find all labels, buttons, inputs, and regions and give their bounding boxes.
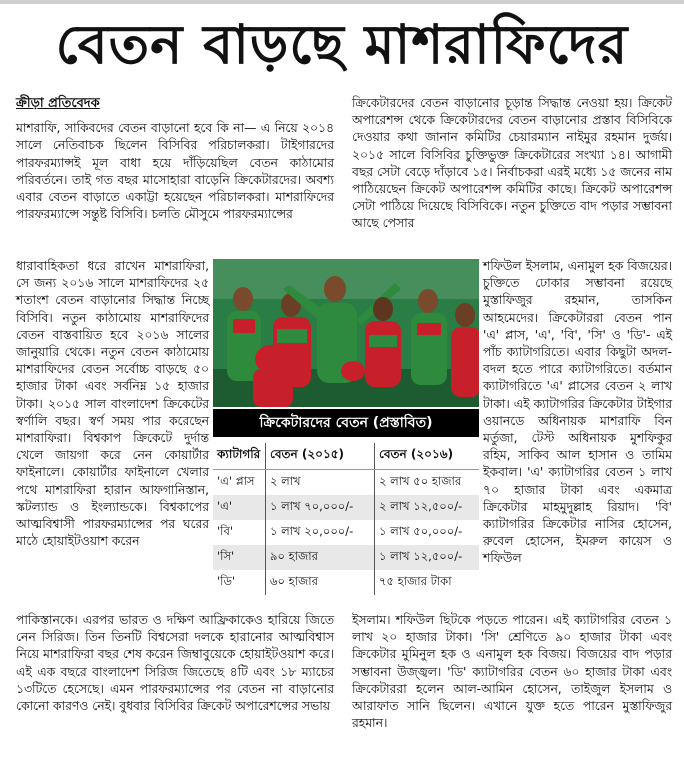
table-cell-salary-2015: ২ লাখ [266, 470, 375, 496]
table-header-salary-2015: বেতন (২০১৫) [266, 443, 375, 470]
table-cell-category: 'এ' [213, 495, 266, 520]
table-cell-salary-2015: ৯০ হাজার [266, 545, 375, 570]
article-paragraph-right-top: ক্রিকেটারদের বেতন বাড়ানোর চূড়ান্ত সিদ্ধান্ত নেওয়া হয়। ক্রিকেট অপারেশন্স থেকে ক্রিকেটারদের বেতন বাড়ানোর প্রস্তাব বিসিবিকে দেওয়ার কথা জানান কমিটির চেয়ারম্যান নাইমুর রহমান দুর্জয়। ২০১৫ সালে বিসিবির চুক্তিভুক্ত ক্রিকেটারের সংখ্যা ১৪। আগামী বছর সেটা বেড়ে দাঁড়াবে ১৫। নির্বাচকরা এরই মধ্যে ১৫ জনের নাম পাঠিয়েছেন ক্রিকেট অপারেশন্স কমিটির কাছে। ক্রিকেট অপারেশন্স সেটা পাঠিয়ে দিয়েছে বিসিবিকে। নতুন চুক্তিতে বাদ পড়ার সম্ভাবনা আছে পেসার [352, 96, 672, 231]
table-row [213, 520, 479, 545]
article-column-left [16, 95, 334, 223]
table-cell-salary-2016: ১ লাখ ৫০,০০০/- [379, 524, 463, 538]
table-cell-salary-2016: ২ লাখ ৫০ হাজার [379, 474, 462, 488]
table-row [213, 545, 479, 570]
article-paragraph-left-wrap: ধারাবাহিকতা ধরে রাখেন মাশরাফিরা, সে জন্য ২০১৬ সালে মাশরাফিদের ২৫ শতাংশ বেতন বাড়ানোর সিদ্ধান্ত নিচ্ছে বিসিবি। নতুন কাঠামোয় মাশরাফিদের বেতন বাস্তবায়িত হবে ২০১৬ সালের জানুয়ারি থেকে। নতুন বেতন কাঠামোয় মাশরাফিদের বেতন সর্বোচ্চ বাড়ছে ৫০ হাজার টাকা এবং সর্বনিম্ন ১৫ হাজার টাকা। ২০১৫ সাল বাংলাদেশ ক্রিকেটের স্বর্ণালি বছর। স্বর্ণ সময় পার করেছেন মাশরাফিরা। বিশ্বকাপ ক্রিকেটে দুর্দান্ত খেলে জায়গা করে নেন কোয়ার্টার ফাইনালে। কোয়ার্টার ফাইনালে খেলার পথে মাশরাফিরা হারান আফগানিস্তান, স্কটল্যান্ড ও ইংল্যান্ডকে। বিশ্বকাপের আত্মবিশ্বাসী পারফরম্যান্সের পর ঘরের মাঠে হোয়াইটওয়াশ করেন [16, 259, 209, 549]
salary-table-box [213, 407, 479, 602]
page-top-rule [0, 0, 684, 4]
table-cell-salary-2015: ১ লাখ ২০,০০০/- [266, 520, 375, 545]
table-row [213, 570, 479, 595]
article-column-right [352, 95, 672, 233]
table-header-salary-2016: বেতন (২০১৬) [375, 443, 480, 470]
headline: বেতন বাড়ছে মাশরাফিদের [55, 13, 629, 76]
cricket-team-celebration-photo [213, 259, 479, 407]
table-cell-salary-2016: ১ লাখ ১২,৫০০/- [375, 545, 480, 570]
table-cell-category: 'বি' [213, 520, 266, 545]
article-paragraph-right-wrap: শফিউল ইসলাম, এনামুল হক বিজয়ের। চুক্তিতে ঢোকার সম্ভাবনা রয়েছে মুস্তাফিজুর রহমান, তাসকিন আহমেদের। ক্রিকেটাররা বেতন পান 'এ' প্লাস, 'এ', 'বি', 'সি' ও 'ডি'- এই পাঁচ ক্যাটাগরিতে। এবার কিছুটা অদল-বদল হতে পারে ক্যাটাগরিতে। বর্তমান ক্যাটাগরিতে 'এ' প্লাসের বেতন ২ লাখ টাকা। এই ক্যাটাগরির ক্রিকেটার টাইগার ওয়ানডে অধিনায়ক মাশরাফি বিন মর্তুজা, টেস্ট অধিনায়ক মুশফিকুর রহিম, সাকিব আল হাসান ও তামিম ইকবাল। 'এ' ক্যাটাগরির বেতন ১ লাখ ৭০ হাজার টাকা এবং একমাত্র ক্রিকেটার মাহমুদুল্লাহ রিয়াদ। 'বি' ক্যাটাগরির ক্রিকেটার নাসির হোসেন, রুবেল হোসেন, ইমরুল কায়েস ও শফিউল [483, 259, 672, 566]
table-cell-category: 'এ' প্লাস [213, 470, 266, 496]
salary-table [213, 443, 479, 595]
table-cell-salary-2016: ২ লাখ ১২,৫০০/- [375, 495, 480, 520]
article-paragraph-left-below: পাকিস্তানকে। এরপর ভারত ও দক্ষিণ আফ্রিকাকেও হারিয়ে জিতে নেন সিরিজ। তিন তিনটি বিশ্বসেরা দলকে হারানোর আত্মবিশ্বাস নিয়ে মাশরাফিরা বছর শেষ করেন জিম্বাবুয়েকে হোয়াইটওয়াশ করে। এই এক বছরে বাংলাদেশ সিরিজ জিতেছে ৪টি এবং ১৮ ম্যাচের ১৩টিতে হেসেছে। এমন পারফরম্যান্সের পর বেতন না বাড়ানোর কোনো কারণও নেই। বুধবার বিসিবির ক্রিকেট অপারেশন্সের সভায় [16, 613, 334, 714]
team-photo-illustration [213, 259, 479, 407]
salary-table-title: ক্রিকেটারদের বেতন (প্রস্তাবিত) [213, 409, 479, 437]
article-paragraph-left-top: মাশরাফি, সাকিবদের বেতন বাড়ানো হবে কি না— এ নিয়ে ২০১৪ সালে নেতিবাচক ছিলেন বিসিবির পরিচালকরা। টাইগারদের পারফরম্যান্সই মূল বাধা হয়ে দাঁড়িয়েছিল বেতন কাঠামোর পরিবর্তনে। তাই গত বছর মাসোহারা বাড়েনি ক্রিকেটারদের। অবশ্য এবার বেতন বাড়াতে একাট্টা হয়েছেন পরিচালকরা। মাশরাফিদের পারফরম্যান্সে সন্তুষ্ট বিসিবি। চলতি মৌসুমে পারফরম্যান্সের [16, 121, 334, 222]
table-row [213, 470, 479, 496]
article-paragraph-right-below: ইসলাম। শফিউল ছিটকে পড়তে পারেন। এই ক্যাটাগরির বেতন ১ লাখ ২০ হাজার টাকা। 'সি' শ্রেণিতে ৯০ হাজার টাকা এবং ক্রিকেটার মুমিনুল হক ও এনামুল হক বিজয়। বিজয়ের বাদ পড়ার সম্ভাবনা উজ্জ্বল। 'ডি' ক্যাটাগরির বেতন ৬০ হাজার টাকা এবং ক্রিকেটাররা হলেন আল-আমিন হোসেন, তাইজুল ইসলাম ও আরাফাত সানি ছিলেন। এখানে যুক্ত হতে পারেন মুস্তাফিজুর রহমান। [352, 613, 672, 731]
table-cell-salary-2015: ১ লাখ ৭০,০০০/- [266, 495, 375, 520]
table-cell-salary-2015: ৬০ হাজার [266, 570, 375, 595]
table-cell-salary-2016: ৭৫ হাজার টাকা [379, 574, 452, 588]
table-row [213, 495, 479, 520]
byline: ক্রীড়া প্রতিবেদক [16, 96, 100, 111]
table-cell-category: 'সি' [213, 545, 266, 570]
table-header-category: ক্যাটাগরি [213, 443, 266, 470]
table-header-row [213, 443, 479, 470]
table-cell-category: 'ডি' [213, 570, 266, 595]
